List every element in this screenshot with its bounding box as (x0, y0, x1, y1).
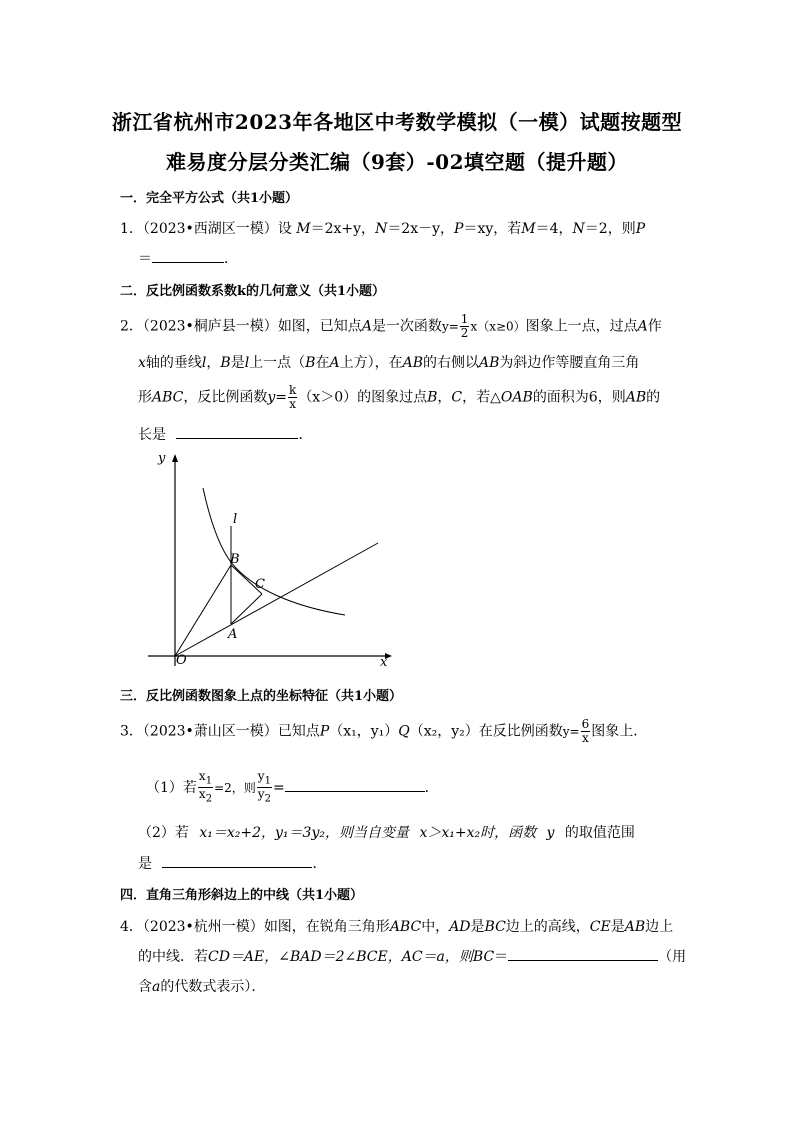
q3-var-p: P (319, 723, 330, 740)
q3-p1-answer-blank[interactable] (285, 779, 425, 792)
hyperbola-curve (203, 488, 345, 615)
segment-ac (231, 594, 262, 624)
q2-text: （x＞0）的图象过点 (298, 389, 428, 406)
q4-text: 的代数式表示）． (160, 979, 266, 995)
q2-var-b: B (220, 355, 231, 371)
q4-var-abc: ABC (389, 919, 422, 935)
q2-figure (140, 448, 400, 673)
q3-p2-var-y: y (546, 825, 555, 841)
q4-var-ce: CE (589, 919, 611, 935)
q2-var-c: C (451, 389, 463, 406)
q2-frac-num: k (289, 383, 297, 397)
q2-cond: x（x≥0） (470, 319, 526, 334)
q3-p1-frac-x: $\frac{x_1}{x_2}$ (198, 769, 213, 805)
q3-part1 (146, 770, 439, 806)
q2-frac-den: 2 (460, 326, 469, 340)
q3-p1-frac-y: $\frac{y_1}{y_2}$ (257, 769, 271, 805)
question-1 (120, 218, 645, 238)
q1-eq3: ＝xy，若 (463, 221, 522, 237)
section-heading-4: 四．直角三角形斜边上的中线（共1小题） (120, 888, 364, 903)
q2-line3: 形ABC，反比例函数y= $\frac{k}{x}$ （x＞0）的图象过点B，C，若△OAB的面积为6，则AB的 (138, 383, 661, 411)
q4-var-ad: AD (449, 919, 471, 935)
section-heading-2: 二．反比例函数系数k的几何意义（共1小题） (120, 284, 386, 299)
q3-p1-eq2: = (272, 779, 285, 796)
q2-text: 上一点（ (249, 355, 306, 371)
q1-var-p: P (454, 221, 464, 237)
q2-text: 是一次函数 (371, 318, 442, 335)
q3-p2-label: （2）若 (138, 825, 189, 841)
q2-text: 上方），在 (339, 355, 403, 371)
q1-var-n: N (375, 221, 388, 237)
q3-p1-end: ． (424, 779, 439, 796)
label-x: x (380, 655, 388, 670)
label-o: O (176, 653, 187, 668)
section-heading-3: 三．反比例函数图象上点的坐标特征（共1小题） (120, 689, 403, 704)
q1-var-m2: M (521, 221, 536, 237)
q3-p2-text: 是 (138, 856, 152, 872)
q2-var-abc: ABC (152, 389, 184, 406)
q2-var-ab: AB (479, 355, 500, 371)
q2-line2 (138, 352, 639, 372)
q1-var-p2: P (635, 221, 646, 237)
q2-func: y= (441, 319, 459, 334)
q3-part2-line2 (138, 853, 326, 873)
q3-fraction-6x (581, 718, 591, 745)
q4-text-conds: CD＝AE，∠BAD＝2∠BCE，AC＝a，则 (208, 949, 473, 965)
q3-p2-answer-blank[interactable] (162, 855, 312, 868)
q2-text: ， (206, 355, 221, 371)
line-y-half-x (175, 543, 378, 656)
q4-text: 的中线．若 (138, 949, 208, 965)
label-b: B (230, 552, 240, 567)
page-title-line2: 难易度分层分类汇编（9套）-02填空题（提升题） (165, 150, 629, 174)
q4-source: （2023•杭州一模） (142, 919, 264, 935)
q3-frac-num: y (257, 769, 265, 783)
label-l: l (233, 512, 238, 527)
q3-source: （2023•萧山区一模） (142, 723, 278, 740)
q3-frac-den: y (257, 787, 265, 802)
q2-text: 的 (646, 389, 661, 406)
q4-answer-blank[interactable] (508, 948, 658, 961)
q1-number: 1． (120, 221, 143, 237)
segment-ob (175, 565, 231, 656)
q1-var-n2: N (572, 221, 585, 237)
q4-text: 如图，在锐角三角形 (263, 919, 390, 935)
q2-text: 图象上一点，过点 (525, 318, 638, 335)
q1-eq4: ＝4， (535, 221, 573, 237)
q4-equals: ＝ (494, 949, 509, 965)
q3-q-coord: （x₂，y₂） (409, 723, 479, 740)
q2-text: 如图，已知点 (277, 318, 362, 335)
q3-text: 图象上． (591, 723, 648, 740)
q2-var-a: A (637, 318, 648, 335)
q2-line1 (120, 313, 662, 340)
q3-var-q: Q (398, 723, 410, 740)
q2-text: 的右侧以 (423, 355, 479, 371)
q2-var-b: B (305, 355, 316, 371)
q4-text: （用 (658, 949, 687, 965)
q2-var-ab: AB (402, 355, 423, 371)
q2-fraction-kx (288, 384, 297, 411)
q2-text: 的面积为6，则 (532, 389, 626, 406)
q1-source: （2023•西湖区一模） (142, 221, 278, 237)
q3-frac-den: x (582, 731, 589, 745)
q2-var-b: B (427, 389, 438, 406)
q2-frac-num: 1 (460, 312, 469, 326)
q2-text: 轴的垂线 (145, 355, 202, 371)
q3-number: 3． (120, 723, 143, 740)
q3-line1 (120, 718, 647, 745)
q2-text: 长是 (138, 427, 166, 443)
q4-text: 边上的高线， (505, 919, 590, 935)
q2-text: 为斜边作等腰直角三角 (499, 355, 640, 371)
q3-p2-end: ． (312, 856, 327, 872)
q3-p1-eq: =2，则 (214, 780, 256, 795)
q1-end: ． (224, 251, 238, 267)
q4-line3 (138, 976, 265, 996)
q4-var-bc: BC (472, 949, 495, 965)
q2-var-ab: AB (625, 389, 647, 406)
q4-number: 4． (120, 919, 143, 935)
q4-var-bc: BC (484, 919, 506, 935)
q1-eq1: ＝2x+y， (310, 221, 376, 237)
q4-text: 是 (610, 919, 625, 935)
q2-answer-blank[interactable] (176, 426, 298, 439)
q3-p-coord: （x₁，y₁） (329, 723, 399, 740)
y-axis-arrow-icon (172, 454, 178, 462)
q2-number: 2． (120, 318, 143, 335)
q4-text: 含 (138, 979, 152, 995)
q3-frac-den: x (198, 787, 206, 802)
q2-end: ． (298, 427, 313, 443)
q3-p2-text3: 的取值范围 (564, 825, 635, 841)
q3-part2 (138, 822, 635, 842)
q2-frac-den: x (289, 397, 297, 411)
q4-line2 (138, 946, 686, 966)
q1-answer-line (138, 248, 238, 268)
q2-line4 (138, 424, 312, 444)
q4-text: 中， (421, 919, 450, 935)
q2-var-l: l (201, 355, 207, 371)
q2-var-l: l (244, 355, 250, 371)
q3-text: 已知点 (277, 723, 320, 740)
q4-text: 是 (470, 919, 485, 935)
q1-equals: ＝ (138, 251, 152, 267)
label-a: A (228, 627, 238, 642)
q4-text: 边上 (645, 919, 674, 935)
q3-p2-text: x₁＝x₂+2，y₁＝3y₂，则当自变量 (199, 825, 409, 841)
q2-text: 形 (138, 389, 152, 406)
q4-var-ab: AB (624, 919, 646, 935)
q2-var-a: A (361, 318, 372, 335)
q3-p1-label: （1）若 (146, 779, 197, 796)
q3-text: 在反比例函数 (478, 723, 563, 740)
q3-frac-num: x (198, 769, 206, 783)
label-c: C (255, 577, 265, 592)
q2-var-a: A (329, 355, 340, 371)
q2-source: （2023•桐庐县一模） (142, 318, 278, 335)
page-title-line1: 浙江省杭州市2023年各地区中考数学模拟（一模）试题按题型 (111, 110, 683, 134)
q2-text: ，若△ (462, 389, 501, 406)
section-heading-1: 一．完全平方公式（共1小题） (120, 191, 299, 206)
q2-fraction-half (460, 313, 470, 340)
q2-text: ，反比例函数 (183, 389, 268, 406)
q1-answer-blank[interactable] (152, 250, 224, 263)
q2-text: 在 (315, 355, 330, 371)
q2-text: 作 (647, 318, 662, 335)
q1-eq2: ＝2x－y， (387, 221, 455, 237)
q2-var-oab: OAB (500, 389, 533, 406)
q3-p2-text2: x＞x₁+x₂时，函数 (419, 825, 537, 841)
q2-var-x: x (138, 355, 146, 371)
q3-frac-num: 6 (581, 717, 590, 731)
q1-var-m: M (296, 221, 311, 237)
q4-line1 (120, 916, 673, 936)
q4-var-a: a (152, 979, 161, 995)
q1-eq5: ＝2，则 (584, 221, 636, 237)
q1-text: 设 (277, 221, 292, 237)
label-y: y (158, 451, 166, 466)
q3-func: y= (562, 724, 580, 739)
q2-text: 是 (230, 355, 245, 371)
